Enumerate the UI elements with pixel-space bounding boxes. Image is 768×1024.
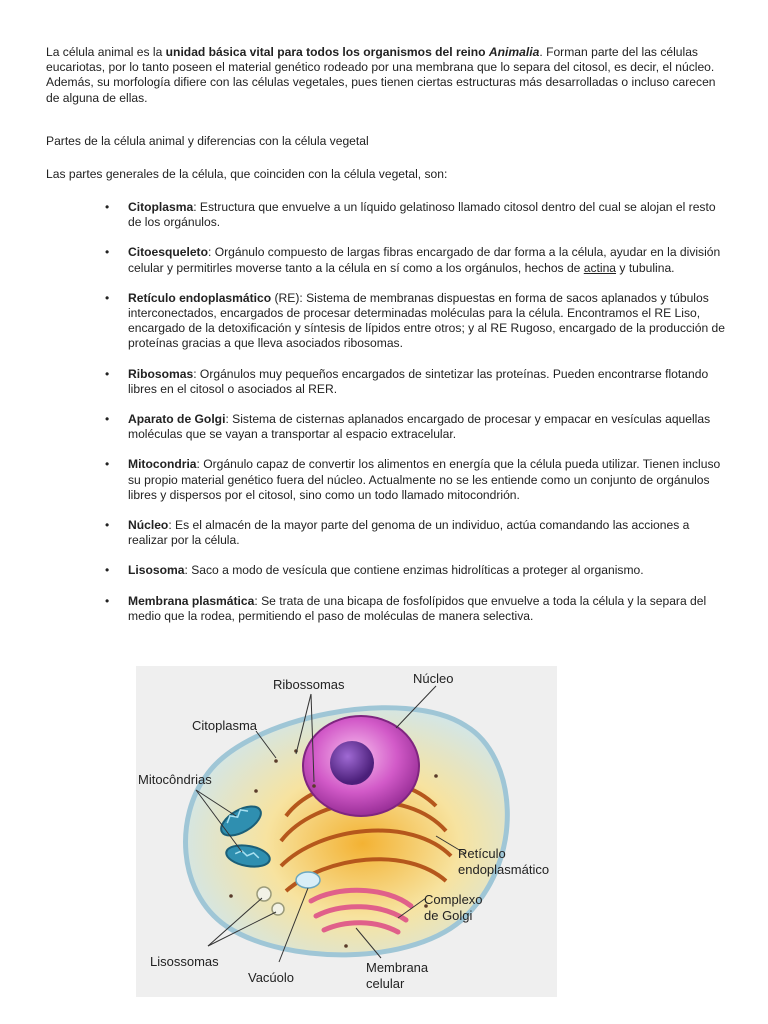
list-item (46, 412, 726, 442)
item-text-tail: y tubulina. (616, 260, 675, 275)
list-item (46, 245, 726, 275)
label-citoplasma: Citoplasma (192, 718, 258, 733)
intro-bold-text: unidad básica vital para todos los organismos del reino (165, 45, 489, 59)
cell-parts-list (46, 200, 726, 639)
bullet-icon: • (105, 245, 110, 260)
item-term: Membrana plasmática (128, 593, 255, 608)
bullet-icon: • (105, 563, 110, 578)
item-text: : Orgánulo compuesto de largas fibras encargado de dar forma a la célula, ayudar en la división celular y permitirles moverse tanto a la célula en sí como a los orgánulos, hechos de (128, 245, 721, 275)
item-text: : Es el almacén de la mayor parte del genoma de un individuo, actúa comandando las acciones a realizar por la célula. (128, 518, 690, 548)
lead-paragraph: Las partes generales de la célula, que coinciden con la célula vegetal, son: (46, 167, 448, 181)
bullet-icon: • (105, 290, 110, 305)
item-term: Citoesqueleto (128, 245, 208, 260)
list-item (46, 457, 726, 503)
intro-text-end: . Forman parte del las células eucariotas, por lo tanto poseen el material genético rodeado por una membrana que lo separa del citosol, es decir, el núcleo. Además, su morfología difiere con las células vegetales, pues tienen ciertas estructuras más desarrolladas o incluso carecen de alguna de ellas. (46, 45, 716, 105)
bullet-icon: • (105, 366, 110, 381)
animal-cell-diagram (136, 666, 557, 997)
list-item (46, 594, 726, 624)
item-text: (RE): Sistema de membranas dispuestas en forma de sacos aplanados y túbulos interconectados, encargados de procesar determinadas moléculas para la célula. Encontramos el RE Liso, encargado de la detoxificación y síntesis de lípidos entre otros; y al RE Rugoso, encargado de la producción de proteínas gracias a que lleva asociados ribosomas. (128, 290, 725, 351)
item-text: : Sistema de cisternas aplanados encargado de procesar y empacar en vesículas aquellas moléculas que se vayan a transportar al espacio extracelular. (128, 412, 711, 442)
item-term: Ribosomas (128, 366, 194, 381)
bullet-icon: • (105, 593, 110, 608)
label-membrana-line2: celular (366, 976, 405, 991)
list-item (46, 367, 726, 397)
item-term: Mitocondria (128, 457, 197, 472)
bullet-icon: • (105, 518, 110, 533)
item-term: Retículo endoplasmático (128, 290, 272, 305)
list-item (46, 291, 726, 352)
nucleolus (330, 741, 374, 785)
label-golgi-line1: Complexo (424, 892, 483, 907)
intro-text-start: La célula animal es la (46, 45, 166, 59)
intro-bold-italic-text: Animalia (488, 45, 540, 59)
intro-paragraph (46, 45, 726, 106)
label-ribossomas: Ribossomas (273, 677, 345, 692)
label-membrana-line1: Membrana (366, 960, 429, 975)
item-term: Núcleo (128, 518, 169, 533)
item-text: : Estructura que envuelve a un líquido gelatinoso llamado citosol dentro del cual se alojan el resto de los orgánulos. (128, 200, 716, 230)
item-text: : Orgánulo capaz de convertir los alimentos en energía que la célula pueda utilizar. Tienen incluso su propio material genético fuera del núcleo. Actualmente no se les entiende como un conjunto de orgánulos libres y dispersos por el citosol, sino como un todo llamado mitocondrión. (128, 457, 721, 502)
vacuole (296, 872, 320, 888)
bullet-icon: • (105, 412, 110, 427)
label-nucleo: Núcleo (413, 671, 454, 686)
section-heading: Partes de la célula animal y diferencias con la célula vegetal (46, 134, 369, 148)
item-term: Lisosoma (128, 563, 185, 578)
bullet-icon: • (105, 457, 110, 472)
bullet-icon: • (105, 200, 110, 214)
list-item (46, 563, 726, 578)
label-reticulo-line1: Retículo (458, 846, 506, 861)
label-golgi-line2: de Golgi (424, 908, 473, 923)
label-reticulo-line2: endoplasmático (458, 862, 550, 877)
item-text: : Orgánulos muy pequeños encargados de sintetizar las proteínas. Pueden encontrarse flotando libres en el citosol o asociados al RER. (128, 366, 709, 396)
list-item (46, 518, 726, 548)
actina-link[interactable]: actina (583, 260, 617, 275)
list-item (46, 200, 726, 230)
item-term: Citoplasma (128, 200, 194, 214)
label-mitocondrias: Mitocôndrias (138, 772, 212, 787)
item-term: Aparato de Golgi (128, 412, 226, 427)
item-text: : Se trata de una bicapa de fosfolípidos que envuelve a toda la célula y la separa del medio que la rodea, permitiendo el paso de moléculas de manera selectiva. (128, 593, 707, 623)
item-text: : Saco a modo de vesícula que contiene enzimas hidrolíticas a proteger al organismo. (184, 563, 644, 578)
label-vacuolo: Vacúolo (248, 970, 295, 985)
label-lisossomas: Lisossomas (150, 954, 219, 969)
